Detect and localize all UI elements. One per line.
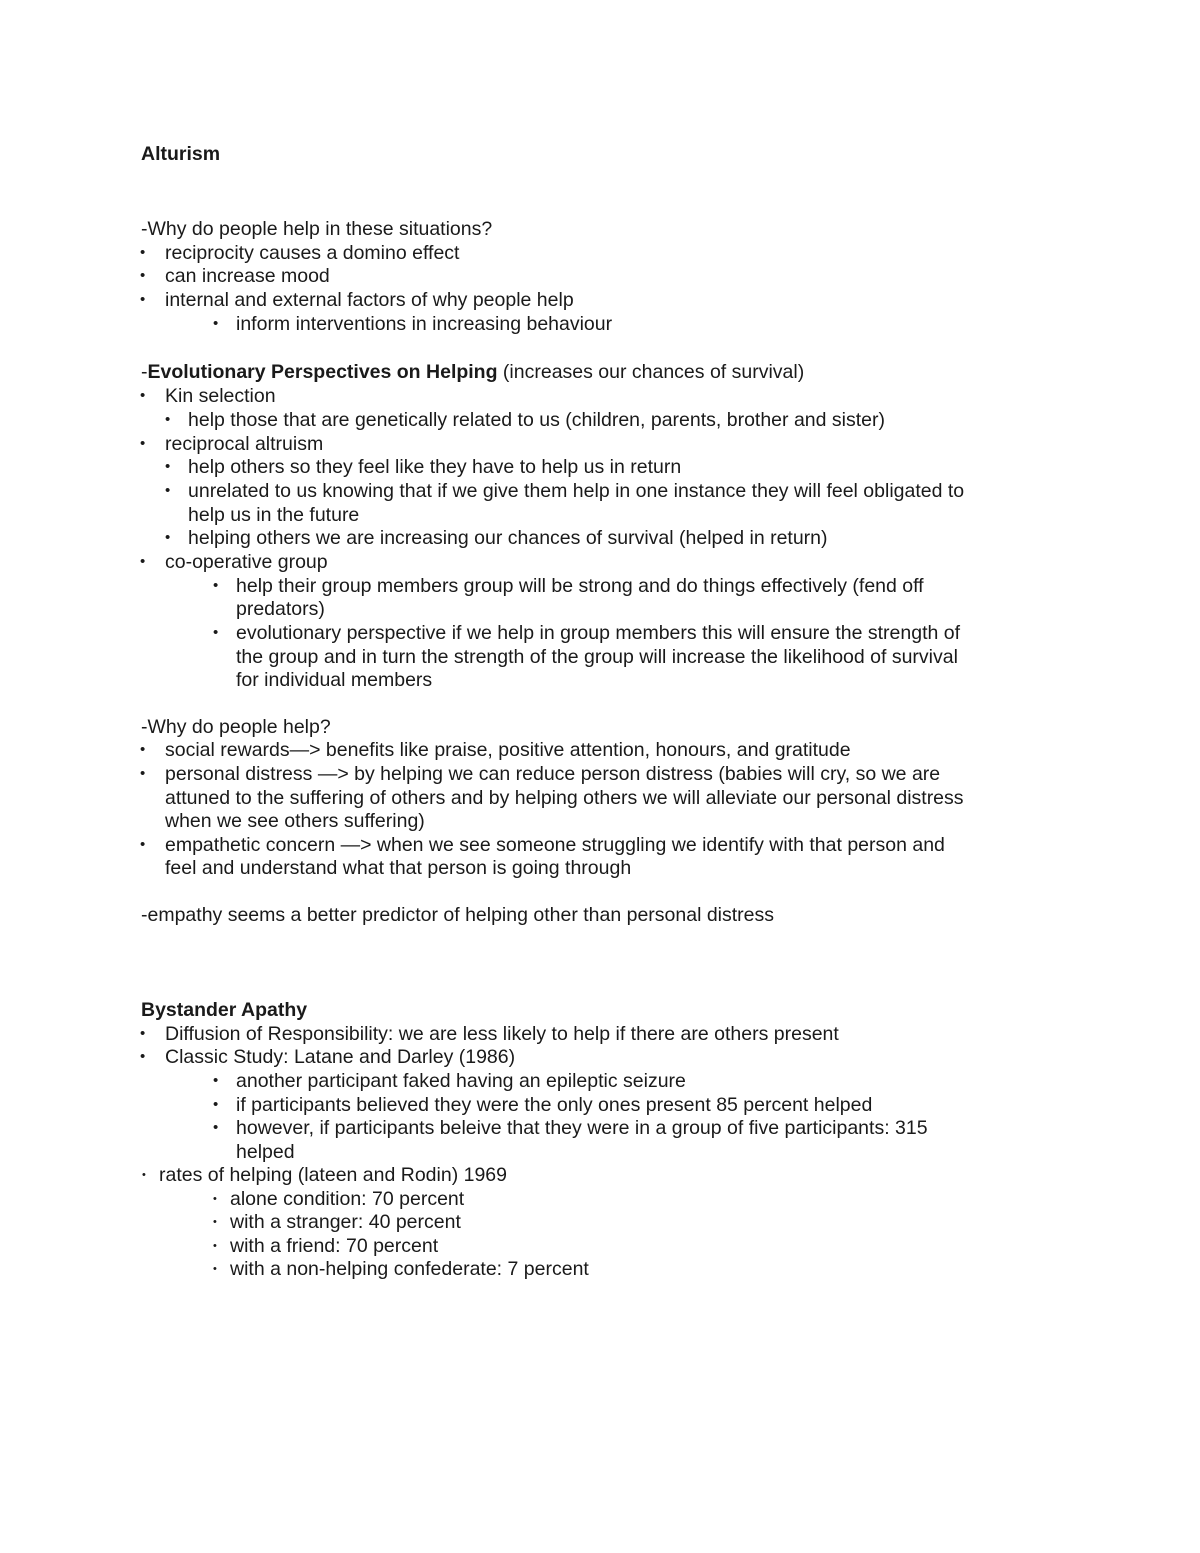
bullet-icon: •	[213, 1119, 219, 1136]
list-subitem-continuation: for individual members	[236, 669, 433, 691]
list-item-text: empathetic concern —> when we see someone struggling we identify with that person and	[165, 834, 945, 856]
list-item-text: Classic Study: Latane and Darley (1986)	[165, 1046, 516, 1068]
list-item	[140, 384, 276, 408]
bullet-icon: •	[165, 458, 171, 475]
list-item-text: reciprocity causes a domino effect	[165, 242, 460, 264]
evolutionary-title: Evolutionary Perspectives on Helping	[147, 361, 498, 383]
bullet-icon: •	[140, 244, 146, 261]
list-subitem	[213, 1116, 928, 1140]
list-subitem-continuation: help us in the future	[188, 504, 360, 526]
bullet-icon: •	[213, 1263, 217, 1275]
bullet-icon: •	[140, 741, 146, 758]
list-item	[140, 241, 460, 265]
list-item	[140, 1045, 516, 1069]
bullet-icon: •	[213, 1216, 217, 1228]
list-item-text: co-operative group	[165, 551, 328, 573]
section-title-altruism: Alturism	[141, 143, 221, 165]
list-subitem	[165, 526, 828, 550]
bullet-icon: •	[213, 1240, 217, 1252]
list-item	[140, 833, 945, 857]
list-item-continuation: attuned to the suffering of others and by helping others we will alleviate our personal distress	[165, 787, 964, 809]
list-item-text: unrelated to us knowing that if we give them help in one instance they will feel obligated to	[188, 480, 965, 502]
list-item-text: evolutionary perspective if we help in group members this will ensure the strength of	[236, 622, 961, 644]
bullet-icon: •	[142, 1169, 146, 1181]
list-subitem	[213, 1187, 465, 1211]
list-subitem-continuation: helped	[236, 1141, 295, 1163]
list-item-continuation: feel and understand what that person is going through	[165, 857, 632, 879]
list-item-text: rates of helping (lateen and Rodin) 1969	[159, 1164, 507, 1186]
list-subitem	[213, 1069, 686, 1093]
dash-prefix: -	[141, 361, 148, 383]
list-item-text: reciprocal altruism	[165, 433, 324, 455]
list-subitem	[213, 1234, 439, 1258]
list-item-text: however, if participants beleive that they were in a group of five participants: 315	[236, 1117, 928, 1139]
bullet-icon: •	[213, 315, 219, 332]
evolutionary-note: (increases our chances of survival)	[497, 361, 805, 383]
bullet-icon: •	[140, 387, 146, 404]
list-item	[140, 738, 851, 762]
list-subitem	[213, 1210, 461, 1234]
bullet-icon: •	[140, 1048, 146, 1065]
list-item-text: if participants believed they were the only ones present 85 percent helped	[236, 1094, 873, 1116]
list-item	[140, 762, 941, 786]
bullet-icon: •	[213, 1072, 219, 1089]
question-why-help-situations: -Why do people help in these situations?	[141, 218, 493, 240]
list-item-text: with a non-helping confederate: 7 percent	[230, 1258, 589, 1280]
list-item-continuation: when we see others suffering)	[165, 810, 425, 832]
bullet-icon: •	[165, 482, 171, 499]
section-title-bystander: Bystander Apathy	[141, 999, 308, 1021]
list-item-text: social rewards—> benefits like praise, positive attention, honours, and gratitude	[165, 739, 851, 761]
list-item-text: helping others we are increasing our chances of survival (helped in return)	[188, 527, 828, 549]
bullet-icon: •	[165, 529, 171, 546]
list-item-text: another participant faked having an epileptic seizure	[236, 1070, 686, 1092]
bullet-icon: •	[140, 291, 146, 308]
list-item-text: help those that are genetically related to us (children, parents, brother and sister)	[188, 409, 885, 431]
list-item	[140, 264, 330, 288]
list-item-text: personal distress —> by helping we can reduce person distress (babies will cry, so we are	[165, 763, 941, 785]
evolutionary-perspectives-heading	[141, 360, 804, 384]
bullet-icon: •	[140, 267, 146, 284]
list-subitem	[213, 1257, 589, 1281]
list-subitem	[213, 1093, 873, 1117]
list-subitem-continuation: predators)	[236, 598, 325, 620]
bullet-icon: •	[213, 1193, 217, 1205]
list-item	[140, 432, 324, 456]
bullet-icon: •	[140, 836, 146, 853]
list-item	[142, 1163, 507, 1187]
bullet-icon: •	[165, 411, 171, 428]
list-item	[140, 288, 574, 312]
list-item-text: Diffusion of Responsibility: we are less likely to help if there are others present	[165, 1023, 839, 1045]
list-item-text: can increase mood	[165, 265, 330, 287]
list-subitem	[165, 479, 965, 503]
list-item-text: internal and external factors of why people help	[165, 289, 574, 311]
bullet-icon: •	[140, 553, 146, 570]
bullet-icon: •	[213, 577, 219, 594]
list-subitem	[213, 312, 613, 336]
list-subitem	[213, 574, 924, 598]
list-item	[140, 1022, 839, 1046]
empathy-note: -empathy seems a better predictor of helping other than personal distress	[141, 904, 775, 926]
list-item	[140, 550, 328, 574]
bullet-icon: •	[140, 435, 146, 452]
list-item-text: inform interventions in increasing behaviour	[236, 313, 613, 335]
list-item-text: Kin selection	[165, 385, 276, 407]
list-subitem-continuation: the group and in turn the strength of the group will increase the likelihood of survival	[236, 646, 958, 668]
bullet-icon: •	[213, 624, 219, 641]
bullet-icon: •	[140, 1025, 146, 1042]
list-subitem	[165, 408, 885, 432]
bullet-icon: •	[140, 765, 146, 782]
list-item-text: help others so they feel like they have to help us in return	[188, 456, 682, 478]
list-item-text: help their group members group will be strong and do things effectively (fend off	[236, 575, 924, 597]
list-item-text: with a stranger: 40 percent	[230, 1211, 461, 1233]
question-why-help: -Why do people help?	[141, 716, 331, 738]
list-subitem	[213, 621, 961, 645]
list-subitem	[165, 455, 682, 479]
list-item-text: alone condition: 70 percent	[230, 1188, 465, 1210]
list-item-text: with a friend: 70 percent	[230, 1235, 439, 1257]
bullet-icon: •	[213, 1096, 219, 1113]
